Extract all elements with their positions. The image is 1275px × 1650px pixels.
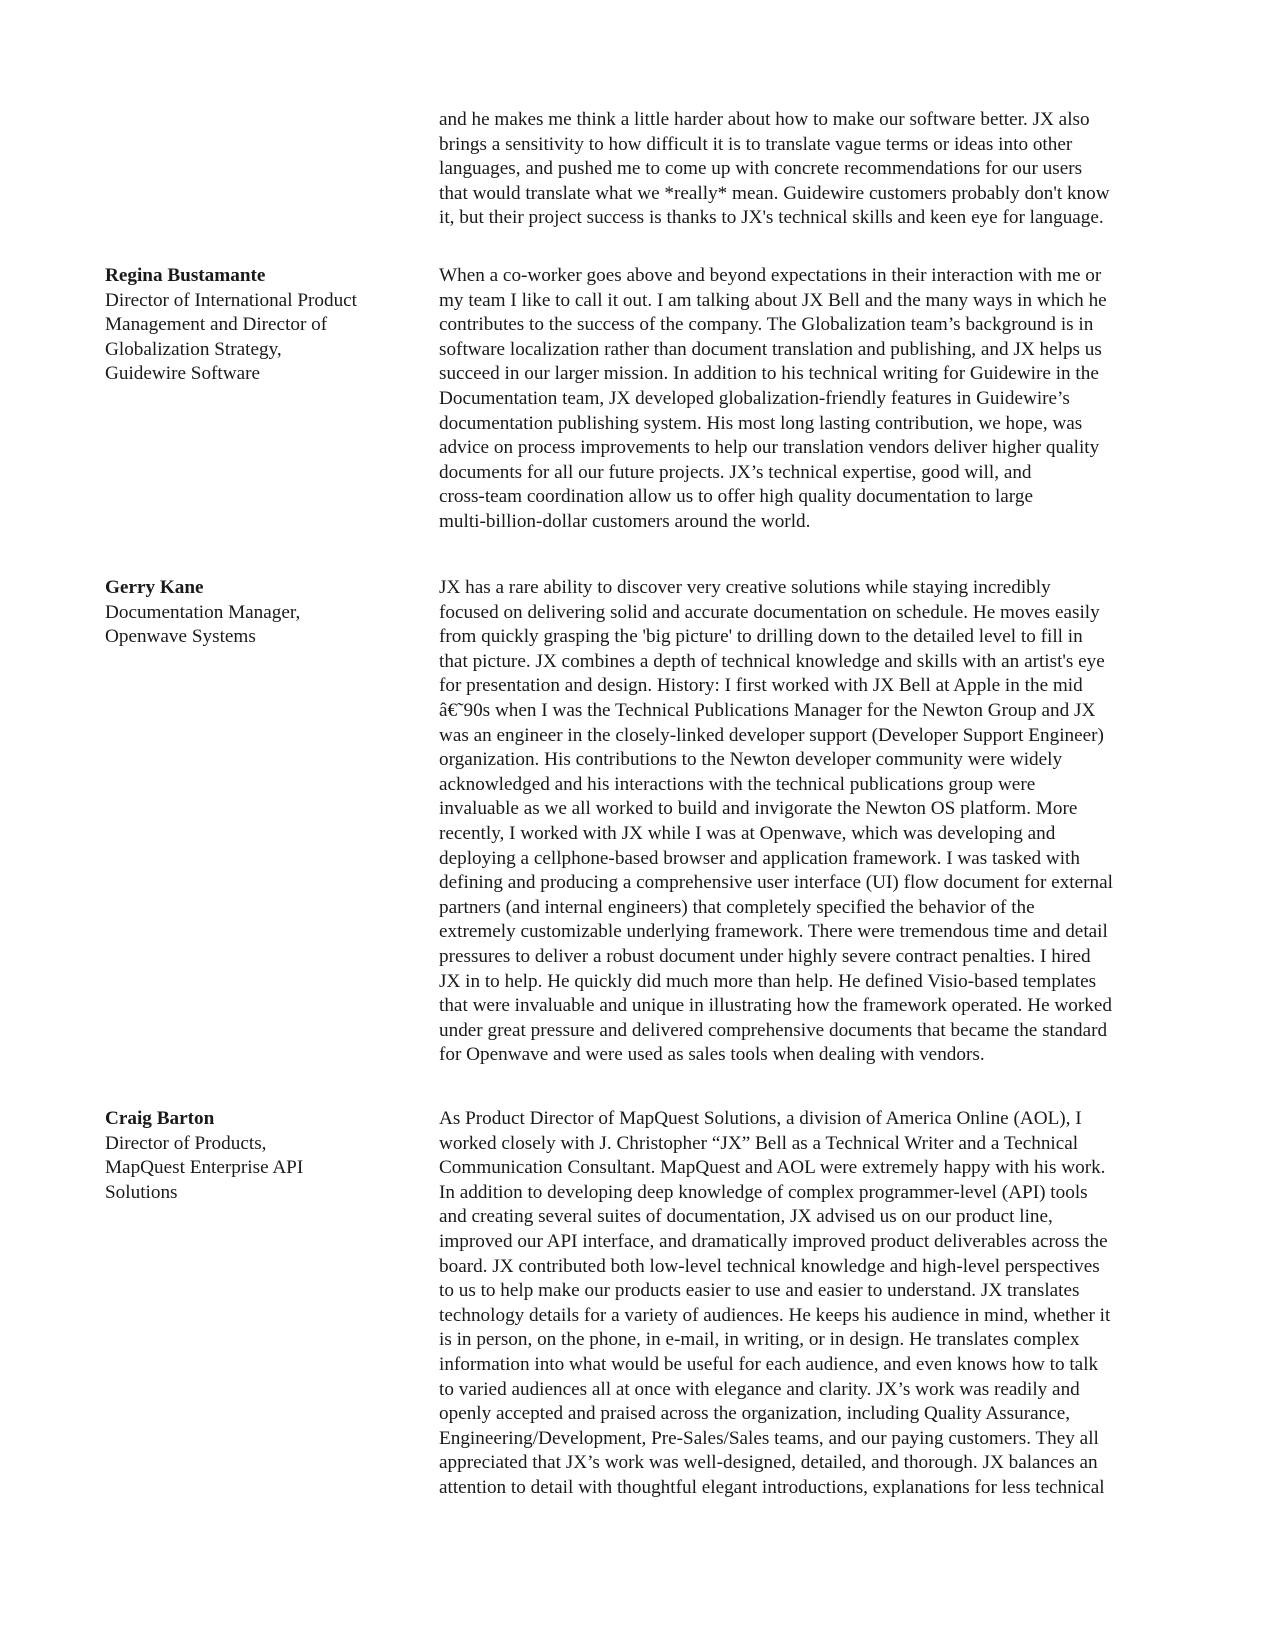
text-line: is in person, on the phone, in e-mail, in writing, or in design. He translates complex [439, 1329, 1080, 1351]
text-line: partners (and internal engineers) that completely specified the behavior of the [439, 896, 1035, 918]
text-line: multi-billion-dollar customers around the world. [439, 510, 811, 532]
text-line: information into what would be useful for each audience, and even knows how to talk [439, 1353, 1099, 1375]
text-line: worked closely with J. Christopher “JX” Bell as a Technical Writer and a Technical [439, 1132, 1079, 1154]
text-line: cross-team coordination allow us to offer high quality documentation to large [439, 486, 1033, 508]
author-title-line: Documentation Manager, [105, 601, 301, 623]
text-line: JX has a rare ability to discover very creative solutions while staying incredibly [439, 577, 1051, 598]
author-title-line: Director of International Product [105, 289, 358, 311]
text-line: documents for all our future projects. JX’s technical expertise, good will, and [439, 461, 1032, 483]
author-title-line: Management and Director of [105, 314, 328, 336]
text-line: contributes to the success of the company. The Globalization team’s background is in [439, 314, 1094, 336]
text-line: software localization rather than document translation and publishing, and JX helps us [439, 338, 1102, 360]
text-line: under great pressure and delivered comprehensive documents that became the standard [439, 1019, 1108, 1041]
text-line: invaluable as we all worked to build and invigorate the Newton OS platform. More [439, 798, 1078, 820]
testimonial-text [439, 108, 1179, 231]
testimonial-text [439, 576, 1179, 1068]
text-line: pressures to deliver a robust document under highly severe contract penalties. I hired [439, 945, 1091, 967]
text-line: JX in to help. He quickly did much more than help. He defined Visio-based templates [439, 970, 1097, 992]
text-line: that were invaluable and unique in illustrating how the framework operated. He worked [439, 995, 1112, 1017]
text-line: acknowledged and his interactions with the technical publications group were [439, 773, 1036, 795]
author-title-line: MapQuest Enterprise API [105, 1157, 304, 1179]
text-line: documentation publishing system. His most long lasting contribution, we hope, was [439, 412, 1083, 434]
text-line: technology details for a variety of audiences. He keeps his audience in mind, whether it [439, 1304, 1111, 1326]
text-line: succeed in our larger mission. In addition to his technical writing for Guidewire in the [439, 363, 1099, 385]
text-line: appreciated that JX’s work was well-designed, detailed, and thorough. JX balances an [439, 1452, 1098, 1474]
author-info [105, 576, 395, 650]
author-title-line: Solutions [105, 1181, 178, 1203]
text-line: that picture. JX combines a depth of technical knowledge and skills with an artist's eye [439, 650, 1105, 672]
text-line: my team I like to call it out. I am talking about JX Bell and the many ways in which he [439, 289, 1107, 311]
text-line: board. JX contributed both low-level technical knowledge and high-level perspectives [439, 1255, 1100, 1277]
text-line: that would translate what we *really* mean. Guidewire customers probably don't know [439, 182, 1110, 204]
author-name: Regina Bustamante [105, 265, 266, 286]
text-line: When a co-worker goes above and beyond expectations in their interaction with me or [439, 265, 1102, 286]
text-line: Documentation team, JX developed globalization-friendly features in Guidewire’s [439, 387, 1070, 409]
text-line: brings a sensitivity to how difficult it is to translate vague terms or ideas into other [439, 133, 1073, 155]
text-line: As Product Director of MapQuest Solutions, a division of America Online (AOL), I [439, 1108, 1082, 1129]
author-title-line: Openwave Systems [105, 626, 256, 648]
text-line: to us to help make our products easier to use and easier to understand. JX translates [439, 1280, 1080, 1302]
text-line: In addition to developing deep knowledge of complex programmer-level (API) tools [439, 1181, 1088, 1203]
text-line: languages, and pushed me to come up with concrete recommendations for our users [439, 158, 1083, 180]
text-line: extremely customizable underlying framework. There were tremendous time and detail [439, 921, 1108, 943]
text-line: attention to detail with thoughtful elegant introductions, explanations for less technical [439, 1476, 1105, 1498]
author-title-line: Guidewire Software [105, 363, 261, 385]
text-line: Engineering/Development, Pre-Sales/Sales teams, and our paying customers. They all [439, 1427, 1099, 1449]
text-line: was an engineer in the closely-linked developer support (Developer Support Engineer) [439, 724, 1104, 746]
text-line: to varied audiences all at once with elegance and clarity. JX’s work was readily and [439, 1378, 1080, 1400]
text-line: and creating several suites of documentation, JX advised us on our product line, [439, 1206, 1053, 1228]
text-line: focused on delivering solid and accurate documentation on schedule. He moves easily [439, 601, 1100, 623]
text-line: deploying a cellphone-based browser and application framework. I was tasked with [439, 847, 1080, 869]
text-line: advice on process improvements to help our translation vendors deliver higher quality [439, 437, 1100, 459]
text-line: organization. His contributions to the Newton developer community were widely [439, 749, 1063, 771]
text-line: from quickly grasping the 'big picture' to drilling down to the detailed level to fill in [439, 626, 1083, 648]
text-line: â€˜90s when I was the Technical Publications Manager for the Newton Group and JX [439, 699, 1096, 721]
text-line: it, but their project success is thanks to JX's technical skills and keen eye for language. [439, 207, 1104, 229]
text-line: defining and producing a comprehensive user interface (UI) flow document for external [439, 872, 1113, 894]
author-info [105, 1107, 395, 1205]
author-title-line: Globalization Strategy, [105, 338, 282, 360]
testimonial-text [439, 1107, 1179, 1501]
text-line: improved our API interface, and dramatically improved product deliverables across the [439, 1230, 1108, 1252]
text-line: for presentation and design. History: I first worked with JX Bell at Apple in the mid [439, 675, 1083, 697]
text-line: recently, I worked with JX while I was at Openwave, which was developing and [439, 822, 1056, 844]
text-line: and he makes me think a little harder about how to make our software better. JX also [439, 109, 1090, 130]
text-line: for Openwave and were used as sales tools when dealing with vendors. [439, 1044, 985, 1066]
author-title-line: Director of Products, [105, 1132, 267, 1154]
testimonial-text [439, 264, 1179, 535]
author-name: Gerry Kane [105, 577, 204, 598]
author-name: Craig Barton [105, 1108, 215, 1129]
text-line: Communication Consultant. MapQuest and AOL were extremely happy with his work. [439, 1157, 1106, 1179]
author-info [105, 264, 395, 387]
text-line: openly accepted and praised across the organization, including Quality Assurance, [439, 1403, 1071, 1425]
